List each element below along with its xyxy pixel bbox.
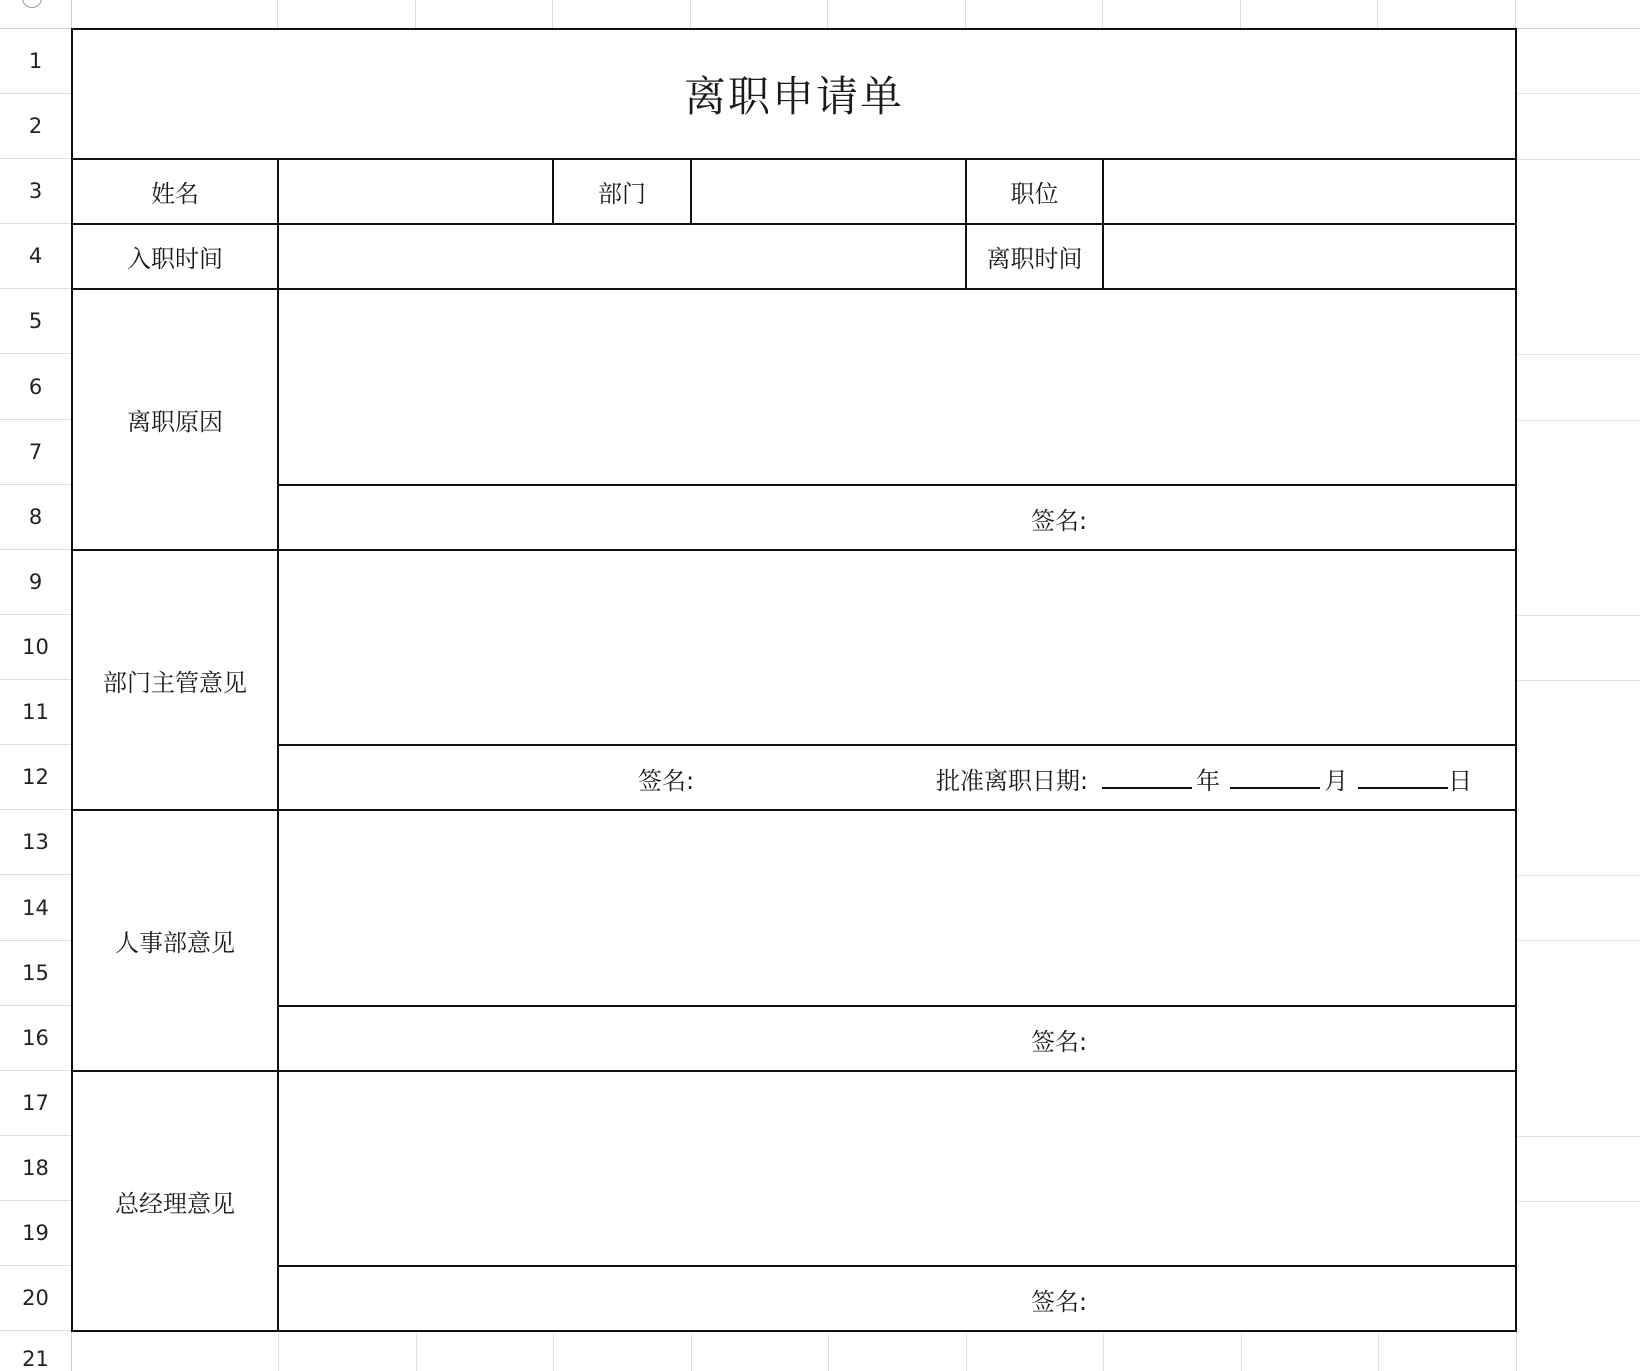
year-blank[interactable] [1102, 773, 1192, 789]
form-border [71, 223, 1517, 225]
select-all-icon [22, 0, 42, 8]
form-border [71, 1070, 1517, 1072]
form-border [71, 28, 73, 1332]
row-header[interactable]: 20 [0, 1266, 72, 1331]
form-border [71, 28, 1517, 30]
row-header[interactable]: 11 [0, 680, 72, 745]
row-header[interactable]: 17 [0, 1071, 72, 1136]
column-header[interactable] [1241, 0, 1378, 29]
form-border [277, 1265, 1517, 1267]
form-border [277, 484, 1517, 486]
row-header[interactable]: 9 [0, 550, 72, 615]
column-header[interactable] [966, 0, 1103, 29]
row-header[interactable]: 16 [0, 1006, 72, 1071]
form-border [277, 158, 279, 1332]
form-border [277, 1005, 1517, 1007]
form-border [552, 158, 554, 224]
row-header[interactable]: 18 [0, 1136, 72, 1201]
approve-date-label: 批准离职日期: [936, 767, 1089, 795]
row-header[interactable]: 10 [0, 615, 72, 680]
reason-label: 离职原因 [72, 289, 278, 550]
form-border [71, 549, 1517, 551]
department-label: 部门 [553, 159, 691, 224]
day-blank[interactable] [1358, 773, 1448, 789]
reason-signature-cell[interactable] [278, 485, 1516, 550]
form-title[interactable]: 离职申请单 [72, 29, 1516, 159]
form-border [71, 158, 1517, 160]
hr-signature-label: 签名: [1031, 1028, 1088, 1056]
form-border [71, 1330, 1517, 1332]
dept-manager-opinion-label: 部门主管意见 [72, 550, 278, 810]
form-border [1102, 158, 1104, 289]
department-input-cell[interactable] [691, 159, 966, 224]
day-label: 日 [1448, 767, 1473, 795]
row-header[interactable]: 6 [0, 354, 72, 420]
column-header[interactable] [416, 0, 553, 29]
month-blank[interactable] [1230, 773, 1320, 789]
row-header[interactable]: 19 [0, 1201, 72, 1266]
form-border [71, 809, 1517, 811]
column-header[interactable] [828, 0, 966, 29]
column-header[interactable] [691, 0, 828, 29]
position-label: 职位 [966, 159, 1103, 224]
row-header[interactable]: 14 [0, 875, 72, 941]
month-label: 月 [1324, 767, 1349, 795]
leave-date-input-cell[interactable] [1103, 224, 1516, 289]
position-input-cell[interactable] [1103, 159, 1516, 224]
leave-date-label: 离职时间 [966, 224, 1103, 289]
hr-opinion-label: 人事部意见 [72, 810, 278, 1071]
form-border [965, 158, 967, 289]
form-border [690, 158, 692, 224]
row-header[interactable]: 21 [0, 1331, 72, 1371]
form-border [277, 744, 1517, 746]
dept-manager-opinion-input-cell[interactable] [278, 550, 1516, 745]
row-header[interactable]: 13 [0, 810, 72, 875]
hr-opinion-input-cell[interactable] [278, 810, 1516, 1006]
select-all-corner[interactable] [0, 0, 72, 29]
gm-opinion-input-cell[interactable] [278, 1071, 1516, 1266]
row-header[interactable]: 8 [0, 485, 72, 550]
hire-date-input-cell[interactable] [278, 224, 966, 289]
row-header[interactable]: 2 [0, 94, 72, 159]
dept-manager-signature-label: 签名: [638, 767, 695, 795]
gm-opinion-label: 总经理意见 [72, 1071, 278, 1331]
reason-signature-label: 签名: [1031, 507, 1088, 535]
column-header[interactable] [72, 0, 278, 29]
form-border [1515, 28, 1517, 1332]
column-header[interactable] [1516, 0, 1640, 29]
column-header[interactable] [1103, 0, 1241, 29]
gm-signature-cell[interactable] [278, 1266, 1516, 1331]
row-header[interactable]: 12 [0, 745, 72, 810]
form-border [71, 288, 1517, 290]
column-header[interactable] [1378, 0, 1516, 29]
year-label: 年 [1196, 767, 1221, 795]
name-input-cell[interactable] [278, 159, 553, 224]
row-header[interactable]: 5 [0, 289, 72, 354]
gm-signature-label: 签名: [1031, 1288, 1088, 1316]
name-label: 姓名 [72, 159, 278, 224]
row-header[interactable]: 7 [0, 420, 72, 485]
hire-date-label: 入职时间 [72, 224, 278, 289]
column-header[interactable] [553, 0, 691, 29]
column-header[interactable] [278, 0, 416, 29]
row-header[interactable]: 4 [0, 224, 72, 289]
row-header[interactable]: 1 [0, 29, 72, 94]
row-header[interactable]: 15 [0, 941, 72, 1006]
hr-signature-cell[interactable] [278, 1006, 1516, 1071]
reason-input-cell[interactable] [278, 289, 1516, 485]
approve-date-line [936, 761, 1472, 796]
row-header[interactable]: 3 [0, 159, 72, 224]
